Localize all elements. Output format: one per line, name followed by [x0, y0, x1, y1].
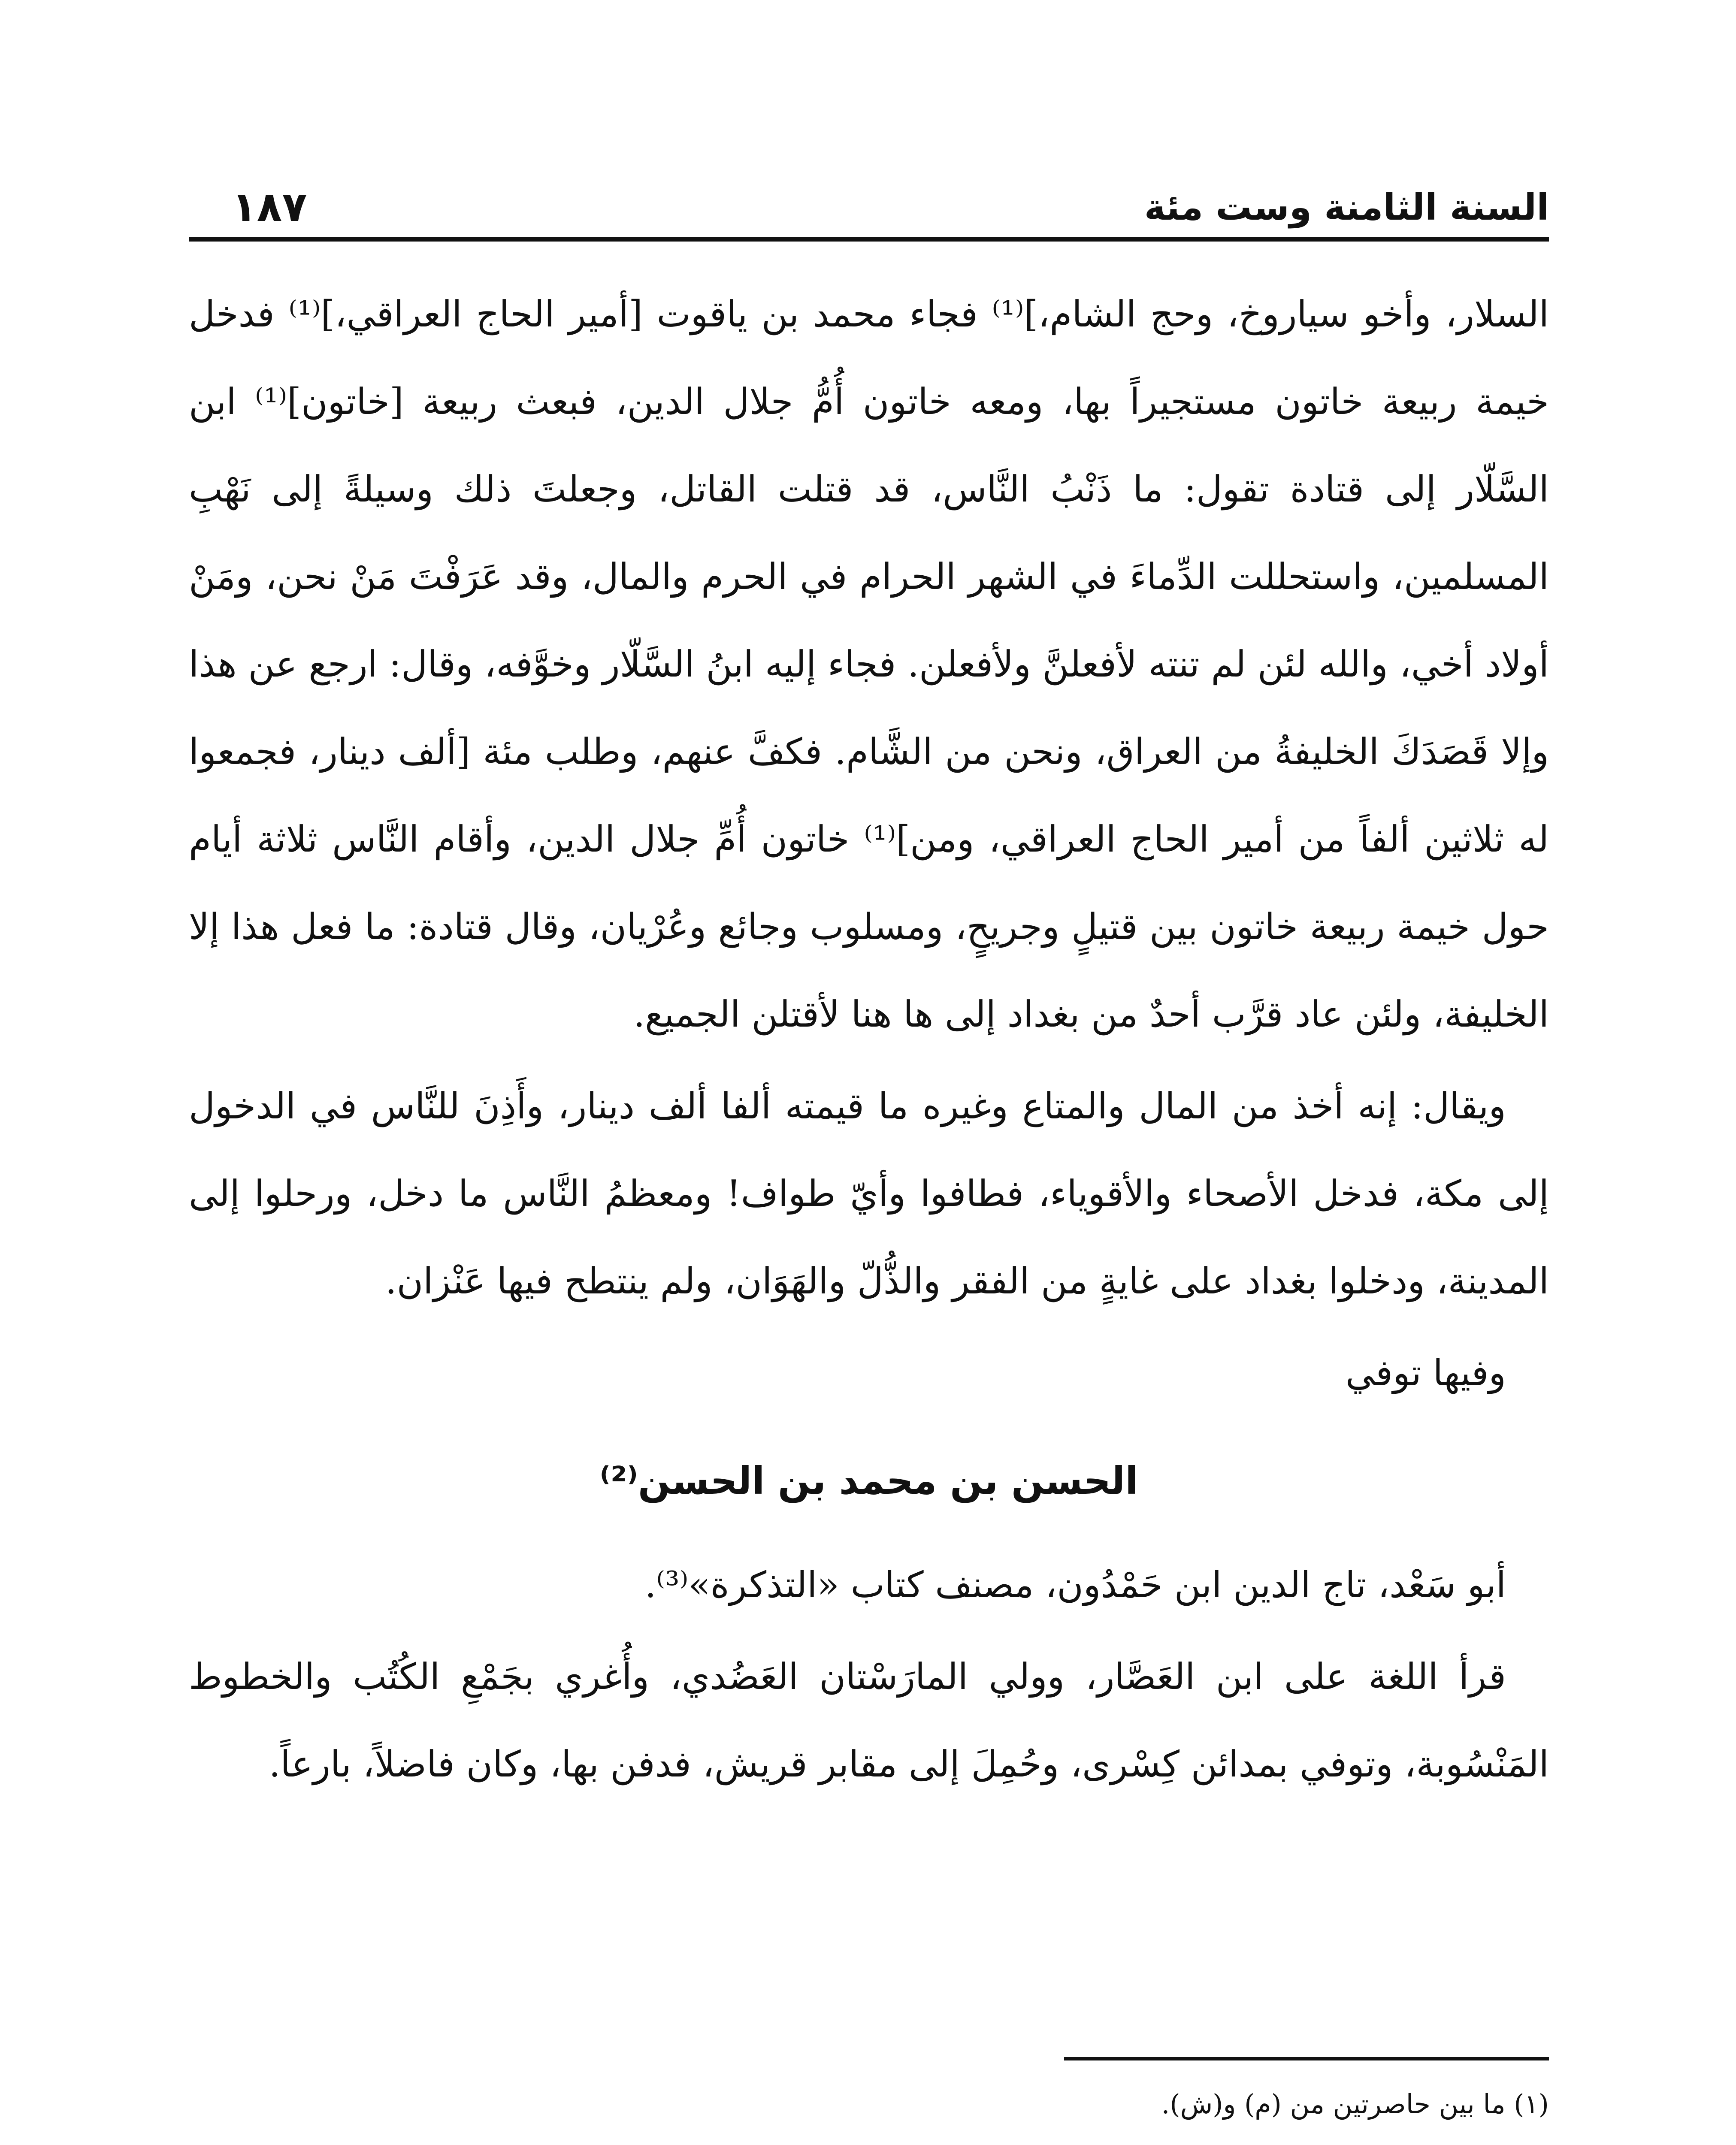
paragraph-5: قرأ اللغة على ابن العَصَّار، وولي المارَسْتان العَضُدي، وأُغري بجَمْعِ الكُتُب والخطوط المَنْسُوبة، وتوفي بمدائن كِسْرى، وحُمِلَ إلى مقابر قريش، فدفن بها، وكان فاضلاً، بارعاً. [189, 1656, 1549, 1785]
paragraph-3: وفيها توفي [1345, 1352, 1506, 1394]
biography-title-note: ⁽²⁾ [599, 1459, 638, 1503]
paragraph-4: أبو سَعْد، تاج الدين ابن حَمْدُون، مصنف كتاب «التذكرة»⁽³⁾. [644, 1564, 1506, 1606]
footnote-1: (١) ما بين حاصرتين من (م) و(ش). [1161, 2088, 1549, 2120]
paragraph-4-note: ⁽³⁾ [656, 1564, 689, 1606]
page-number: ١٨٧ [232, 183, 307, 231]
biography-title [189, 1442, 1549, 1520]
running-title: السنة الثامنة وست مئة [1144, 186, 1549, 228]
paragraph-2: ويقال: إنه أخذ من المال والمتاع وغيره ما قيمته ألفا ألف دينار، وأَذِنَ للنَّاس في الدخول إلى مكة، فدخل الأصحاء والأقوياء، فطافوا وأيّ طواف! ومعظمُ النَّاس ما دخل، ورحلوا إلى المدينة، ودخلوا بغداد على غايةٍ من الفقر والذُّلّ والهَوَان، ولم ينتطح فيها عَنْزان. [189, 1085, 1549, 1302]
page-header [189, 172, 1549, 236]
biography-title-text: الحسن بن محمد بن الحسن [638, 1459, 1138, 1503]
main-text [189, 270, 1549, 1808]
footnote-rule [1064, 2057, 1549, 2060]
paragraph-4-text: أبو سَعْد، تاج الدين ابن حَمْدُون، مصنف كتاب «التذكرة» [688, 1564, 1506, 1606]
header-rule [189, 237, 1549, 242]
paragraph-1: السلار، وأخو سياروخ، وحج الشام،]⁽¹⁾ فجاء محمد بن ياقوت [أمير الحاج العراقي،]⁽¹⁾ فدخل خيمة ربيعة خاتون مستجيراً بها، ومعه خاتون أُمُّ جلال الدين، فبعث ربيعة [خاتون]⁽¹⁾ ابن السَّلّار إلى قتادة تقول: ما ذَنْبُ النَّاس، قد قتلت القاتل، وجعلتَ ذلك وسيلةً إلى نَهْبِ المسلمين، واستحللت الدِّماءَ في الشهر الحرام في الحرم والمال، وقد عَرَفْتَ مَنْ نحن، ومَنْ أولاد أخي، والله لئن لم تنته لأفعلنَّ ولأفعلن. فجاء إليه ابنُ السَّلّار وخوَّفه، وقال: ارجع عن هذا وإلا قَصَدَكَ الخليفةُ من العراق، ونحن من الشَّام. فكفَّ عنهم، وطلب مئة [ألف دينار، فجمعوا له ثلاثين ألفاً من أمير الحاج العراقي، ومن]⁽¹⁾ خاتون أُمِّ جلال الدين، وأقام النَّاس ثلاثة أيام حول خيمة ربيعة خاتون بين قتيلٍ وجريحٍ، ومسلوب وجائع وعُرْيان، وقال قتادة: ما فعل هذا إلا الخليفة، ولئن عاد قرَّب أحدٌ من بغداد إلى ها هنا لأقتلن الجميع. [189, 293, 1549, 1035]
footnotes [189, 2074, 1549, 2145]
footnote-2 [189, 2134, 1549, 2145]
